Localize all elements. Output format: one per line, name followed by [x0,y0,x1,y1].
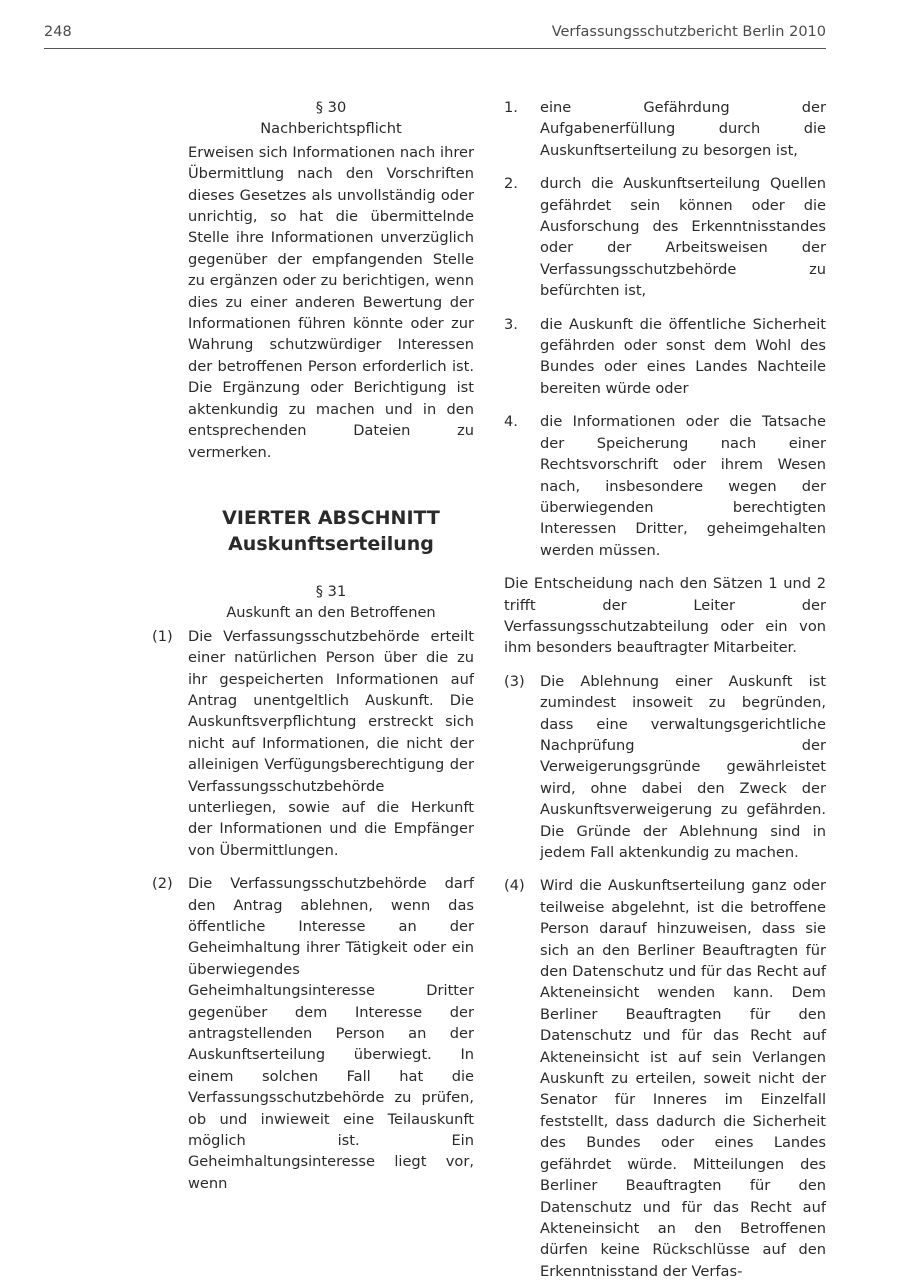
list-item-text: die Informationen oder die Tatsache der Speicherung nach einer Rechtsvorschrift oder ihrem Wesen nach, insbesondere wegen der überwiegenden berechtigten Interessen Dritter, geheimgehalten werden müssen. [540,413,826,559]
list-item [504,173,826,301]
subsection-1 [152,626,474,861]
subsection-3 [504,671,826,864]
right-column [504,97,826,1282]
subsection-2 [152,873,474,1194]
paragraph-30-text: Erweisen sich Informationen nach ihrer Übermittlung nach den Vorschriften dieses Gesetzes als unvollständig oder unrichtig, so hat die übermittelnde Stelle ihre Informationen unverzüglich gegenüber der empfangenden Stelle zu ergänzen oder zu berichtigen, wenn dies zu einer anderen Bewertung der Informationen führen könnte oder zur Wahrung schutzwürdiger Interessen der betroffenen Person erforderlich ist. Die Ergänzung oder Berichtigung ist aktenkundig zu machen und in den entsprechenden Dateien zu vermerken. [188,143,474,461]
subsection-number: (4) [504,877,525,895]
section-subheading: Auskunftserteilung [228,532,434,555]
list-item-number: 3. [504,315,518,333]
list-item-number: 1. [504,99,518,116]
list-item-text: eine Gefährdung der Aufgabenerfüllung durch die Auskunftserteilung zu besorgen ist, [540,99,826,159]
list-item [504,314,826,400]
subsection-number: (1) [152,627,173,645]
list-item [504,411,826,561]
list-item-number: 2. [504,175,518,193]
paragraph-31-title: Auskunft an den Betroffenen [226,604,436,622]
left-column [152,97,474,1194]
list-item-text: durch die Auskunftserteilung Quellen gefährdet sein können oder die Ausforschung des Erkenntnisstandes oder der Arbeitsweisen der Verfassungsschutzbehörde zu befürchten ist, [540,175,826,300]
section-heading: VIERTER ABSCHNITT [222,506,440,529]
subsection-text: Die Verfassungsschutzbehörde erteilt einer natürlichen Person über die zu ihr gespeicherten Informationen auf Antrag unentgeltlich Auskunft. Die Auskunftsverpflichtung erstreckt sich nicht auf Informationen, die nicht der alleinigen Verfügungsberechtigung der Verfassungsschutzbehörde unterliegen, sowie auf die Herkunft der Informationen und die Empfänger von Übermittlungen. [188,627,474,859]
subsection-text: Wird die Auskunftserteilung ganz oder teilweise abgelehnt, ist die betroffene Person darauf hinzuweisen, dass sie sich an den Berliner Beauftragten für den Datenschutz und für das Recht auf Akteneinsicht wenden kann. Dem Berliner Beauftragten für den Datenschutz und für das Recht auf Akteneinsicht ist auf sein Verlangen Auskunft zu erteilen, soweit nicht der Senator für Inneres im Einzelfall feststellt, dass dadurch die Sicherheit des Bundes oder eines Landes gefährdet würde. Mitteilungen des Berliner Beauftragten für den Datenschutz und für das Recht auf Akteneinsicht an den Betroffenen dürfen keine Rückschlüsse auf den Erkenntnisstand der Verfas- [540,877,826,1280]
paragraph-30-title: Nachberichtspflicht [260,120,402,138]
page-header [44,22,826,49]
paragraph-31-number: § 31 [315,582,347,600]
list-item-text: die Auskunft die öffentliche Sicherheit gefährden oder sonst dem Wohl des Bundes oder eines Landes Nachteile bereiten würde oder [540,315,826,397]
decision-text: Die Entscheidung nach den Sätzen 1 und 2 trifft der Leiter der Verfassungsschutzabteilung oder ein von ihm besonders beauftragter Mitarbeiter. [504,575,826,657]
list-item-number: 4. [504,413,518,431]
running-title: Verfassungsschutzbericht Berlin 2010 [551,24,826,40]
subsection-4 [504,875,826,1282]
section-heading-block [152,505,474,557]
paragraph-30-number: § 30 [315,99,347,116]
subsection-text: Die Ablehnung einer Auskunft ist zumindest insoweit zu begründen, dass eine verwaltungsgerichtliche Nachprüfung der Verweigerungsgründe gewährleistet wird, ohne dabei den Zweck der Auskunftsverweigerung zu gefährden. Die Gründe der Ablehnung sind in jedem Fall aktenkundig zu machen. [540,672,826,861]
subsection-number: (2) [152,875,173,893]
list-item [504,97,826,161]
page-number: 248 [44,24,72,40]
subsection-number: (3) [504,672,525,690]
subsection-text: Die Verfassungsschutzbehörde darf den Antrag ablehnen, wenn das öffentliche Interesse an der Geheimhaltung ihrer Tätigkeit oder ein überwiegendes Geheimhaltungsinteresse Dritter gegenüber dem Interesse der antragstellenden Person an der Auskunftserteilung überwiegt. In einem solchen Fall hat die Verfassungsschutzbehörde zu prüfen, ob und inwieweit eine Teilauskunft möglich ist. Ein Geheimhaltungsinteresse liegt vor, wenn [188,875,474,1192]
